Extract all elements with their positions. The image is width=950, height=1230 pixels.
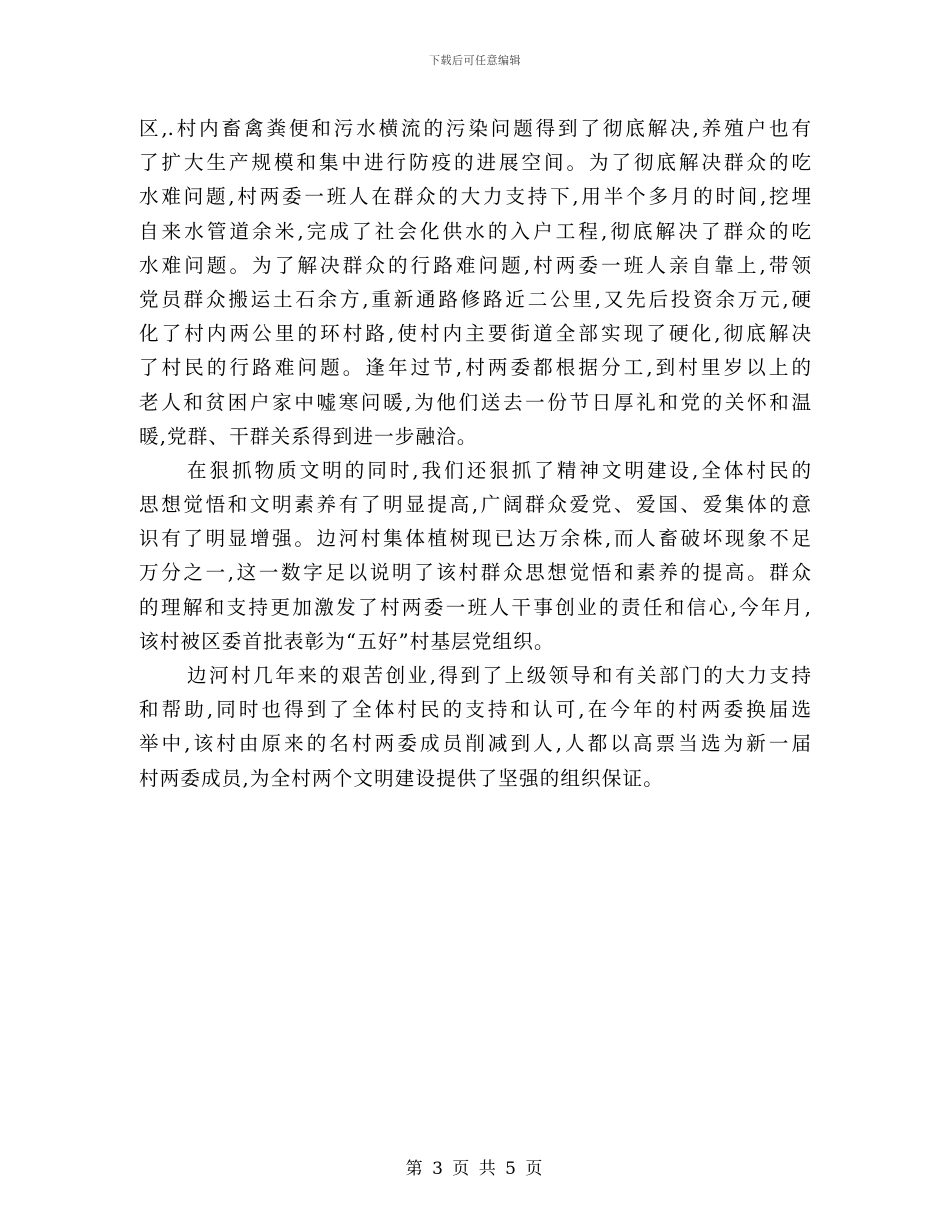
- text-line: 水难问题,村两委一班人在群众的大力支持下,用半个多月的时间,挖埋: [139, 185, 811, 209]
- page-number: 第 3 页 共 5 页: [405, 1159, 545, 1179]
- text-line: 村两委成员,为全村两个文明建设提供了坚强的组织保证。: [139, 766, 664, 790]
- text-line: 举中,该村由原来的名村两委成员削减到人,人都以高票当选为新一届: [139, 732, 811, 756]
- text-line: 和帮助,同时也得到了全体村民的支持和认可,在今年的村两委换届选: [139, 698, 811, 722]
- header-note: 下载后可任意编辑: [429, 54, 521, 67]
- text-line: 思想觉悟和文明素养有了明显提高,广阔群众爱党、爱国、爱集体的意: [139, 493, 811, 517]
- text-line: 区,.村内畜禽粪便和污水横流的污染问题得到了彻底解决,养殖户也有: [139, 117, 811, 140]
- text-line: 在狠抓物质文明的同时,我们还狠抓了精神文明建设,全体村民的: [187, 458, 811, 482]
- text-line: 了村民的行路难问题。逢年过节,村两委都根据分工,到村里岁以上的: [139, 356, 811, 380]
- paragraph-1: [139, 112, 811, 454]
- text-line: 党员群众搬运土石余方,重新通路修路近二公里,又先后投资余万元,硬: [139, 287, 811, 311]
- text-line: 化了村内两公里的环村路,使村内主要街道全部实现了硬化,彻底解决: [139, 322, 811, 346]
- text-line: 水难问题。为了解决群众的行路难问题,村两委一班人亲自靠上,带领: [139, 253, 811, 277]
- text-line: 自来水管道余米,完成了社会化供水的入户工程,彻底解决了群众的吃: [139, 219, 811, 243]
- text-line: 该村被区委首批表彰为“五好”村基层党组织。: [139, 629, 555, 653]
- document-body: [139, 112, 811, 796]
- text-line: 暖,党群、干群关系得到进一步融洽。: [139, 424, 478, 448]
- paragraph-3: [139, 659, 811, 796]
- text-line: 了扩大生产规模和集中进行防疫的进展空间。为了彻底解决群众的吃: [139, 151, 811, 175]
- text-line: 的理解和支持更加激发了村两委一班人干事创业的责任和信心,今年月,: [139, 595, 811, 619]
- text-line: 万分之一,这一数字足以说明了该村群众思想觉悟和素养的提高。群众: [139, 561, 811, 585]
- text-line: 识有了明显增强。边河村集体植树现已达万余株,而人畜破坏现象不足: [139, 527, 811, 551]
- text-line: 边河村几年来的艰苦创业,得到了上级领导和有关部门的大力支持: [187, 664, 811, 687]
- paragraph-2: [139, 454, 811, 659]
- text-line: 老人和贫困户家中嘘寒问暖,为他们送去一份节日厚礼和党的关怀和温: [139, 390, 811, 414]
